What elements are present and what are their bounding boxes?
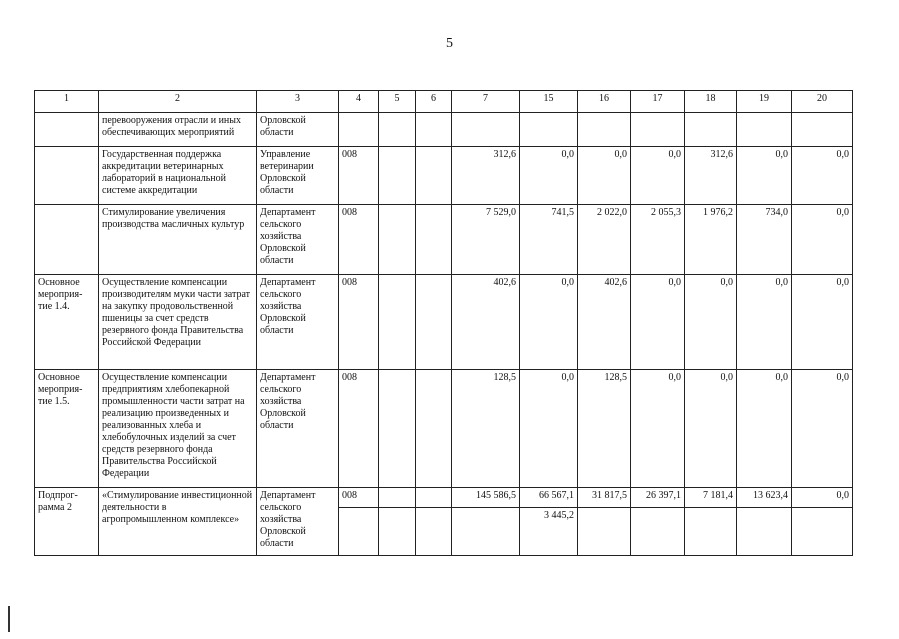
table-cell-c6	[416, 488, 452, 508]
table-cell-c6	[416, 113, 452, 147]
header-cell: 19	[737, 91, 792, 113]
table-cell-c18: 7 181,4	[685, 488, 737, 508]
table-cell-c6	[416, 370, 452, 488]
table-cell-c2: Осуществление компенсации предприятиям хлебопекарной промышленности части затрат на реализацию произведенных и реализованных хлеба и хлебобулочных изделий за счет средств резервного фонда Правительства Российской Федерации	[99, 370, 257, 488]
table-cell-c7: 7 529,0	[452, 205, 520, 275]
table-cell-c16	[578, 113, 631, 147]
table-cell-c20: 0,0	[792, 488, 853, 508]
table-cell-c18: 312,6	[685, 147, 737, 205]
table-cell-c5	[379, 205, 416, 275]
table-row	[35, 113, 853, 147]
table-cell-c17	[631, 113, 685, 147]
table-cell-c2: Государственная поддержка аккредитации ветеринарных лабораторий в национальной системе аккредитации	[99, 147, 257, 205]
table-subcell-c20	[792, 508, 853, 556]
table-cell-c16: 128,5	[578, 370, 631, 488]
table-subcell-c17	[631, 508, 685, 556]
table-cell-c5	[379, 488, 416, 508]
table-cell-c15: 0,0	[520, 370, 578, 488]
header-cell: 16	[578, 91, 631, 113]
table-cell-c15: 741,5	[520, 205, 578, 275]
table-cell-c5	[379, 147, 416, 205]
budget-table	[34, 90, 853, 556]
table-cell-c18: 0,0	[685, 275, 737, 370]
header-cell: 6	[416, 91, 452, 113]
table-cell-c6	[416, 147, 452, 205]
table-cell-c20: 0,0	[792, 147, 853, 205]
table-cell-c17: 0,0	[631, 370, 685, 488]
table-cell-c17: 0,0	[631, 147, 685, 205]
table-cell-c7: 402,6	[452, 275, 520, 370]
table-cell-c2: Стимулирование увеличения производства масличных культур	[99, 205, 257, 275]
table-cell-c15: 0,0	[520, 275, 578, 370]
table-row	[35, 275, 853, 370]
table-cell-c5	[379, 275, 416, 370]
table-cell-c20: 0,0	[792, 370, 853, 488]
table-cell-c3: Управление ветеринарии Орловской области	[257, 147, 339, 205]
table-row	[35, 147, 853, 205]
table-cell-c16: 2 022,0	[578, 205, 631, 275]
table-cell-c19: 13 623,4	[737, 488, 792, 508]
table-cell-c15: 0,0	[520, 147, 578, 205]
table-cell-c1	[35, 147, 99, 205]
table-cell-c19	[737, 113, 792, 147]
table-cell-c7	[452, 113, 520, 147]
table-subcell-c19	[737, 508, 792, 556]
table-cell-c3: Департамент сельского хозяйства Орловской области	[257, 205, 339, 275]
table-cell-c19: 0,0	[737, 275, 792, 370]
table-cell-c4: 008	[339, 370, 379, 488]
table-subcell-c16	[578, 508, 631, 556]
table-cell-c5	[379, 113, 416, 147]
table-cell-c16: 31 817,5	[578, 488, 631, 508]
table-cell-c4	[339, 113, 379, 147]
header-row	[35, 91, 853, 113]
table-cell-c2: Осуществление компенсации производителям муки части затрат на закупку продовольственной пшеницы за счет средств резервного фонда Правительства Российской Федерации	[99, 275, 257, 370]
header-cell: 3	[257, 91, 339, 113]
table-cell-c1	[35, 113, 99, 147]
table-cell-c15	[520, 113, 578, 147]
page-number: 5	[446, 36, 453, 51]
scan-margin-mark	[8, 606, 10, 632]
table-cell-c5	[379, 370, 416, 488]
table-cell-c4: 008	[339, 205, 379, 275]
table-cell-c15: 66 567,1	[520, 488, 578, 508]
table-cell-c3: Департамент сельского хозяйства Орловской области	[257, 488, 339, 556]
table-cell-c1	[35, 205, 99, 275]
header-cell: 7	[452, 91, 520, 113]
table-cell-c19: 0,0	[737, 147, 792, 205]
table-cell-c17: 26 397,1	[631, 488, 685, 508]
table-cell-c18	[685, 113, 737, 147]
table-cell-c2: «Стимулирование инвестиционной деятельности в агропромышленном комплексе»	[99, 488, 257, 556]
header-cell: 4	[339, 91, 379, 113]
table-cell-c3: Департамент сельского хозяйства Орловской области	[257, 275, 339, 370]
table-subcell-c4	[339, 508, 379, 556]
table-row	[35, 370, 853, 488]
table-cell-c4: 008	[339, 147, 379, 205]
header-cell: 5	[379, 91, 416, 113]
table-cell-c18: 1 976,2	[685, 205, 737, 275]
table-cell-c20	[792, 113, 853, 147]
table-cell-c19: 0,0	[737, 370, 792, 488]
table-cell-c1: Основное мероприя- тие 1.5.	[35, 370, 99, 488]
table-subcell-c7	[452, 508, 520, 556]
table-cell-c17: 0,0	[631, 275, 685, 370]
table-cell-c1: Подпрог- рамма 2	[35, 488, 99, 556]
table-cell-c19: 734,0	[737, 205, 792, 275]
table-cell-c7: 312,6	[452, 147, 520, 205]
table-cell-c7: 145 586,5	[452, 488, 520, 508]
header-cell: 20	[792, 91, 853, 113]
table-cell-c1: Основное мероприя- тие 1.4.	[35, 275, 99, 370]
table-subcell-c5	[379, 508, 416, 556]
header-cell: 18	[685, 91, 737, 113]
table-cell-c6	[416, 205, 452, 275]
table-row	[35, 205, 853, 275]
header-cell: 2	[99, 91, 257, 113]
table-subcell-c6	[416, 508, 452, 556]
table-row-subprogram	[35, 488, 853, 508]
header-cell: 15	[520, 91, 578, 113]
table-cell-c6	[416, 275, 452, 370]
table-cell-c20: 0,0	[792, 275, 853, 370]
table-cell-c16: 402,6	[578, 275, 631, 370]
table-cell-c4: 008	[339, 488, 379, 508]
table-cell-c4: 008	[339, 275, 379, 370]
table-cell-c18: 0,0	[685, 370, 737, 488]
table-cell-c20: 0,0	[792, 205, 853, 275]
table-cell-c16: 0,0	[578, 147, 631, 205]
table-cell-c2: перевооружения отрасли и иных обеспечивающих мероприятий	[99, 113, 257, 147]
table-cell-c3: Орловской области	[257, 113, 339, 147]
table-cell-c3: Департамент сельского хозяйства Орловской области	[257, 370, 339, 488]
header-cell: 17	[631, 91, 685, 113]
table-cell-c7: 128,5	[452, 370, 520, 488]
table-cell-c17: 2 055,3	[631, 205, 685, 275]
header-cell: 1	[35, 91, 99, 113]
table-subcell-c15: 3 445,2	[520, 508, 578, 556]
table-subcell-c18	[685, 508, 737, 556]
